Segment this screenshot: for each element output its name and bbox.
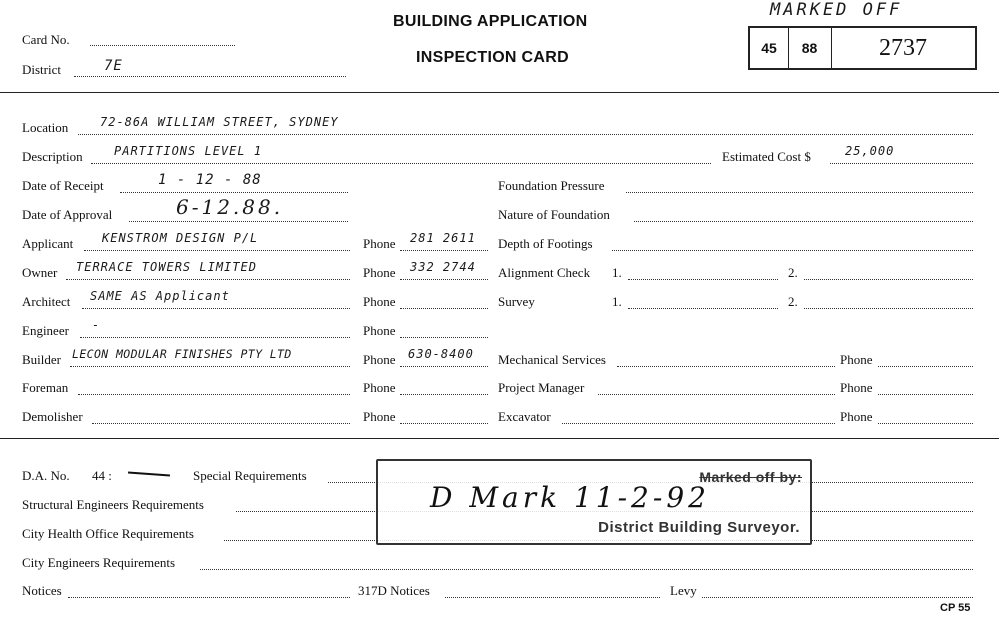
middle-rule — [0, 438, 999, 439]
builder-phone-line — [400, 365, 488, 367]
depth-footings-label: Depth of Footings — [498, 236, 593, 251]
title-line2: INSPECTION CARD — [416, 49, 569, 66]
location-line — [78, 133, 973, 135]
owner-line — [66, 278, 350, 280]
marked-off-stamp — [376, 459, 812, 545]
notices-317d-line — [445, 596, 660, 598]
date-approval-value: 6-12.88. — [176, 195, 284, 219]
title-line1: BUILDING APPLICATION — [393, 13, 588, 30]
foreman-label: Foreman — [22, 380, 69, 395]
date-receipt-label: Date of Receipt — [22, 178, 104, 193]
foreman-phone-label: Phone — [363, 380, 396, 395]
alignment-item1: 1. — [612, 265, 622, 280]
architect-phone-label: Phone — [363, 294, 396, 309]
excavator-label: Excavator — [498, 409, 551, 424]
health-label: City Health Office Requirements — [22, 526, 194, 541]
applicant-phone-line — [400, 249, 488, 251]
architect-phone-line — [400, 307, 488, 309]
foreman-phone-line — [400, 393, 488, 395]
date-receipt-line — [120, 191, 348, 193]
da-no-dash — [128, 472, 170, 477]
description-value: PARTITIONS LEVEL 1 — [114, 144, 263, 158]
owner-value: TERRACE TOWERS LIMITED — [76, 260, 257, 274]
mechanical-line — [617, 365, 835, 367]
mechanical-phone-line — [878, 365, 973, 367]
nature-foundation-label: Nature of Foundation — [498, 207, 610, 222]
survey-line1 — [628, 307, 778, 309]
engineer-phone-line — [400, 336, 488, 338]
description-label: Description — [22, 149, 83, 164]
excavator-line — [562, 422, 835, 424]
architect-value: SAME AS Applicant — [90, 289, 230, 303]
engineer-value: - — [92, 318, 101, 332]
project-manager-label: Project Manager — [498, 380, 585, 395]
location-label: Location — [22, 120, 69, 135]
applicant-line — [84, 249, 350, 251]
demolisher-phone-label: Phone — [363, 409, 396, 424]
levy-label: Levy — [670, 583, 697, 598]
project-manager-line — [598, 393, 835, 395]
marked-off-handwritten: MARKED OFF — [770, 0, 903, 20]
box-cell-3: 2737 — [879, 34, 927, 61]
date-receipt-value: 1 - 12 - 88 — [158, 172, 262, 188]
da-no-value: 44 : — [92, 468, 112, 483]
demolisher-line — [92, 422, 350, 424]
stamp-line2: District Building Surveyor. — [598, 519, 800, 536]
alignment-check-label: Alignment Check — [498, 265, 591, 280]
header-rule — [0, 92, 999, 93]
box-cell-2: 88 — [788, 28, 832, 68]
architect-line — [82, 307, 350, 309]
card-no-label: Card No. — [22, 32, 70, 47]
foreman-line — [78, 393, 350, 395]
date-approval-line — [129, 220, 348, 222]
engineer-line — [80, 336, 350, 338]
alignment-line2 — [804, 278, 973, 280]
builder-label: Builder — [22, 352, 61, 367]
description-line — [91, 162, 711, 164]
box-cell-1: 45 — [750, 28, 789, 68]
notices-317d-label: 317D Notices — [358, 583, 430, 598]
date-approval-label: Date of Approval — [22, 207, 113, 222]
nature-foundation-line — [634, 220, 973, 222]
owner-phone-line — [400, 278, 488, 280]
excavator-phone-line — [878, 422, 973, 424]
stamp-signature: D Mark 11-2-92 — [430, 481, 710, 514]
project-manager-phone-line — [878, 393, 973, 395]
estimated-cost-value: 25,000 — [845, 144, 895, 158]
da-no-label: D.A. No. — [22, 468, 70, 483]
notices-line — [68, 596, 350, 598]
district-label: District — [22, 62, 61, 77]
applicant-label: Applicant — [22, 236, 74, 251]
survey-item2: 2. — [788, 294, 798, 309]
survey-item1: 1. — [612, 294, 622, 309]
estimated-cost-label: Estimated Cost $ — [722, 149, 811, 164]
demolisher-phone-line — [400, 422, 488, 424]
owner-label: Owner — [22, 265, 58, 280]
survey-line2 — [804, 307, 973, 309]
mechanical-label: Mechanical Services — [498, 352, 606, 367]
survey-label: Survey — [498, 294, 535, 309]
special-req-label: Special Requirements — [193, 468, 307, 483]
district-line — [74, 75, 346, 77]
builder-line — [70, 365, 350, 367]
location-value: 72-86A WILLIAM STREET, SYDNEY — [100, 115, 339, 129]
district-value: 7E — [104, 58, 123, 74]
builder-phone-value: 630-8400 — [408, 347, 474, 361]
city-eng-label: City Engineers Requirements — [22, 555, 176, 570]
form-code: CP 55 — [940, 602, 971, 614]
card-number-box — [748, 26, 977, 70]
alignment-item2: 2. — [788, 265, 798, 280]
foundation-pressure-label: Foundation Pressure — [498, 178, 605, 193]
engineer-phone-label: Phone — [363, 323, 396, 338]
card-no-line — [90, 44, 235, 46]
owner-phone-value: 332 2744 — [410, 260, 476, 274]
city-eng-line — [200, 568, 973, 570]
estimated-cost-line — [830, 162, 973, 164]
architect-label: Architect — [22, 294, 71, 309]
owner-phone-label: Phone — [363, 265, 396, 280]
builder-phone-label: Phone — [363, 352, 396, 367]
applicant-phone-label: Phone — [363, 236, 396, 251]
levy-line — [702, 596, 973, 598]
alignment-line1 — [628, 278, 778, 280]
depth-footings-line — [612, 249, 973, 251]
applicant-value: KENSTROM DESIGN P/L — [102, 231, 259, 245]
engineer-label: Engineer — [22, 323, 69, 338]
notices-label: Notices — [22, 583, 62, 598]
builder-value: LECON MODULAR FINISHES PTY LTD — [72, 347, 292, 361]
stamp-line1: Marked off by: — [699, 469, 802, 485]
foundation-pressure-line — [626, 191, 973, 193]
demolisher-label: Demolisher — [22, 409, 83, 424]
excavator-phone-label: Phone — [840, 409, 873, 424]
mechanical-phone-label: Phone — [840, 352, 873, 367]
structural-label: Structural Engineers Requirements — [22, 497, 204, 512]
project-manager-phone-label: Phone — [840, 380, 873, 395]
applicant-phone-value: 281 2611 — [410, 231, 476, 245]
